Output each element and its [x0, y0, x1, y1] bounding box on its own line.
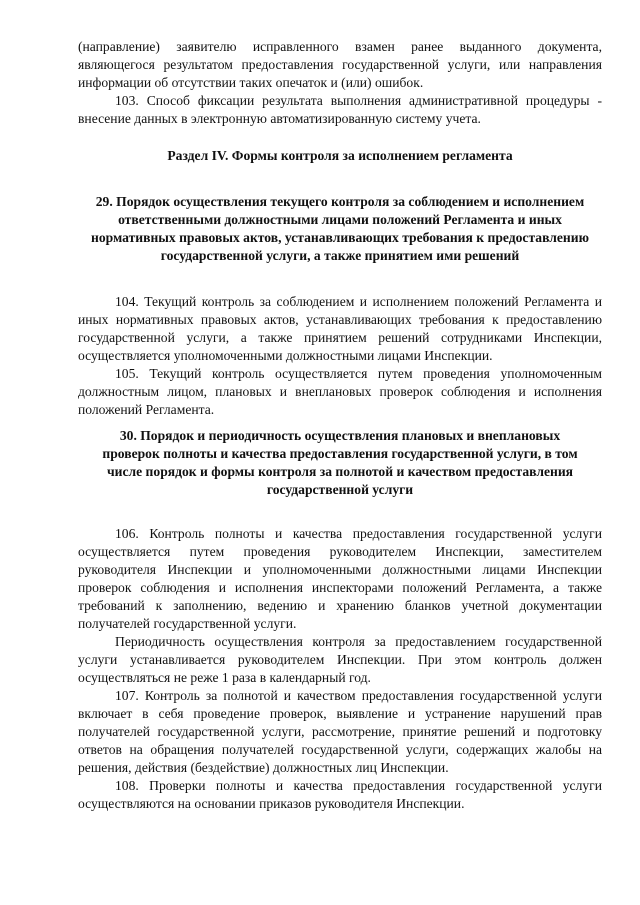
paragraph-108: 108. Проверки полноты и качества предоставления государственной услуги осуществляются на основании приказов руководителя Инспекции. — [78, 778, 602, 811]
paragraph-106: 106. Контроль полноты и качества предоставления государственной услуги осуществляется путем проведения руководителем Инспекции, заместителем руководителя Инспекции и уполномоченными должностными лицами Инспекции проверок соблюдения и исполнения инспекторами положений Регламента, а также требований к заполнению, ведению и хранению бланков учетной документации получателей государственной услуги. — [78, 526, 602, 631]
subsection-30-title: 30. Порядок и периодичность осуществления плановых и внеплановых проверок полноты и качества предоставления государственной услуги, в том числе порядок и формы контроля за полнотой и качеством предоставления государственной услуги — [102, 428, 578, 497]
section-title: Раздел IV. Формы контроля за исполнением регламента — [167, 148, 513, 163]
document-page — [78, 38, 602, 813]
paragraph-periodicity: Периодичность осуществления контроля за предоставлением государственной услуги устанавливается руководителем Инспекции. При этом контроль должен осуществляться не реже 1 раза в календарный год. — [78, 634, 602, 685]
subsection-29-title: 29. Порядок осуществления текущего контроля за соблюдением и исполнением ответственными должностными лицами положений Регламента и иных нормативных правовых актов, устанавливающих требования к предоставлению государственной услуги, а также принятием ими решений — [91, 194, 589, 263]
paragraph-104: 104. Текущий контроль за соблюдением и исполнением положений Регламента и иных нормативных правовых актов, устанавливающих требования к предоставлению государственной услуги, а также принятием решений сотрудниками Инспекции, осуществляется уполномоченными должностными лицами Инспекции. — [78, 294, 602, 363]
paragraph-107: 107. Контроль за полнотой и качеством предоставления государственной услуги включает в себя проведение проверок, выявление и устранение нарушений прав получателей государственной услуги, рассмотрение, принятие решений и подготовку ответов на обращения получателей государственной услуги, содержащих жалобы на решения, действия (бездействие) должностных лиц Инспекции. — [78, 688, 602, 775]
paragraph-103: 103. Способ фиксации результата выполнения административной процедуры - внесение данных в электронную автоматизированную систему учета. — [78, 93, 602, 126]
paragraph-intro: (направление) заявителю исправленного взамен ранее выданного документа, являющегося результатом предоставления государственной услуги, или направления информации об отсутствии таких опечаток и (или) ошибок. — [78, 39, 602, 90]
paragraph-105: 105. Текущий контроль осуществляется путем проведения уполномоченным должностным лицом, плановых и внеплановых проверок соблюдения и исполнения положений Регламента. — [78, 366, 602, 417]
